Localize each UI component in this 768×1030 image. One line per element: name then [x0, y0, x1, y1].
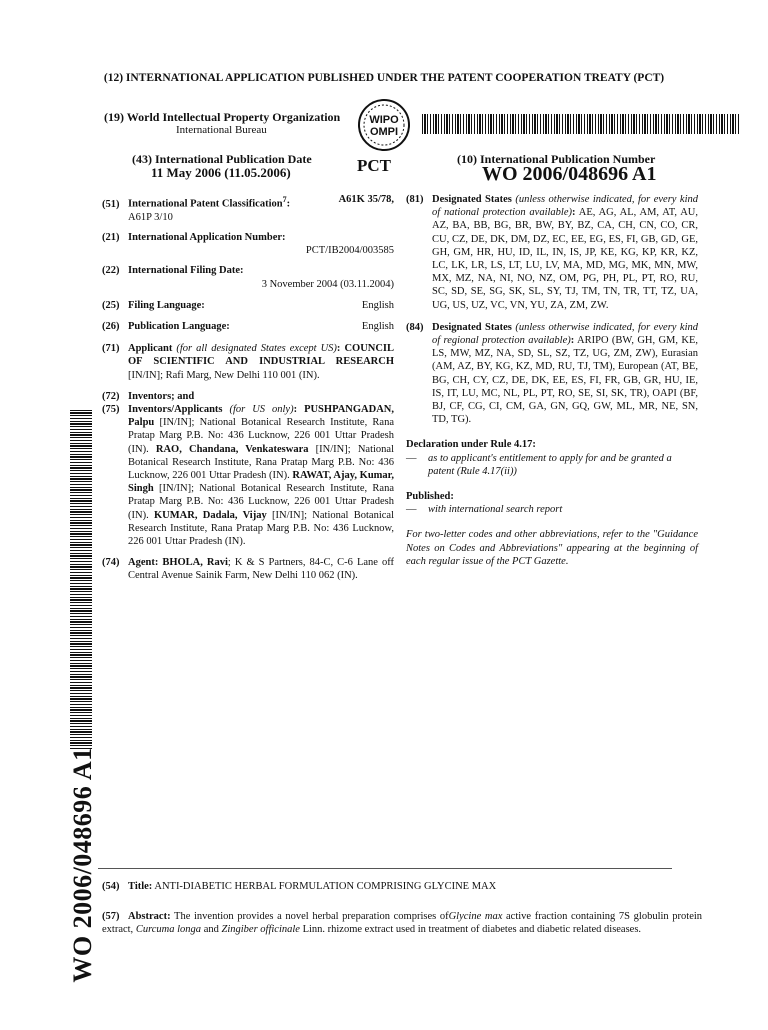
field-22-value: 3 November 2004 (03.11.2004): [261, 278, 394, 290]
field-81-num: (81): [406, 194, 424, 205]
wipo-logo: [357, 98, 411, 152]
field-21-num: (21): [102, 231, 120, 243]
title-num: (54): [102, 881, 120, 892]
barcode-side: [70, 410, 92, 750]
field-26-value: English: [361, 320, 394, 332]
abstract-part-b: active fraction containing 7S globulin protein extract,: [102, 911, 703, 936]
declaration-title: Declaration under Rule 4.17:: [406, 439, 536, 451]
field-71-num: (71): [102, 343, 120, 355]
field-26-num: (26): [102, 320, 120, 332]
field-25-num: (25): [102, 299, 120, 311]
inventor-4-address: [IN/IN]; National Botanical Research Institute, Rana Pratap Marg P.B. No: 436 Lucknow, 226 001 Uttar Pradesh (IN).: [128, 509, 394, 547]
treaty-title: (12) INTERNATIONAL APPLICATION PUBLISHED UNDER THE PATENT COOPERATION TREATY (PCT): [103, 72, 665, 84]
field-22-label: International Filing Date:: [128, 265, 244, 277]
field-84-note: (unless otherwise indicated, for every kind of regional protection available): [432, 321, 698, 347]
field-25-value: English: [361, 299, 394, 311]
field-84-codes: ARIPO (BW, GH, GM, KE, LS, MW, MZ, NA, SD, SL, SZ, TZ, UG, ZM, ZW), Eurasian (AM, AZ, BY, KG, KZ, MD, RU, TJ, TM), European (AT, BE, BG, CH, CY, CZ, DE, DK, EE, ES, FI, FR, GB, GR, HU, IE, IS, IT, LU, MC, NL, PL, PT, RO, SE, SI, SK, TR), OAPI (BF, BJ, CF, CG, CI, CM, GA, GN, GQ, GW, ML, MR, NE, SN, TD, TG).: [432, 335, 698, 426]
species-1: Glycine max: [448, 911, 503, 922]
inventor-2-address: [IN/IN]; National Botanical Research Institute, Rana Pratap Marg P.B. No: 436 Lucknow, 226 001 Uttar Pradesh (IN).: [128, 443, 394, 481]
abstract-part-a: The invention provides a novel herbal preparation comprises of: [174, 911, 449, 922]
pub-date: 11 May 2006 (11.05.2006): [151, 165, 291, 180]
field-51: (51) International Patent Classification$^7$: A61K 35/78, A61P 3/10: [102, 194, 394, 223]
logo-text-bottom: OMPI: [369, 126, 399, 138]
field-21-label: International Application Number:: [128, 231, 286, 243]
field-84-num: (84): [406, 321, 424, 333]
species-2: Curcuma longa: [135, 924, 202, 936]
field-72-label: Inventors; and: [128, 390, 195, 402]
field-84-label: Designated States: [432, 321, 512, 333]
field-25-label: Filing Language:: [128, 299, 205, 311]
right-column: [406, 193, 698, 568]
field-25: [102, 299, 394, 312]
abstract-text: [102, 910, 702, 936]
field-74-num: (74): [102, 557, 120, 569]
abbreviation-note: For two-letter codes and other abbreviations, refer to the "Guidance Notes on Codes and Abbreviations" appearing at the beginning of each regular issue of the PCT Gazette.: [406, 529, 698, 567]
published-text: with international search report: [428, 504, 563, 516]
bureau-name: International Bureau: [176, 124, 267, 136]
inventor-4-name: KUMAR, Dadala, Vijay: [154, 509, 267, 521]
abstract-part-c: and: [203, 924, 219, 936]
field-72: [102, 390, 394, 403]
agent-name: BHOLA, Ravi: [162, 557, 228, 569]
left-column: [102, 193, 394, 583]
divider: [98, 868, 672, 869]
inventor-1-address: [IN/IN]; National Botanical Research Institute, Rana Pratap Marg P.B. No: 436 Lucknow, 226 001 Uttar Pradesh (IN).: [128, 417, 395, 455]
field-26: [102, 320, 394, 333]
field-21-value: PCT/IB2004/003585: [305, 245, 394, 257]
field-75-note: (for US only): [229, 403, 294, 415]
invention-title: ANTI-DIABETIC HERBAL FORMULATION COMPRISING GLYCINE MAX: [154, 881, 497, 892]
field-75-num: (75): [102, 403, 120, 415]
field-81-note: (unless otherwise indicated, for every kind of national protection available): [432, 194, 698, 219]
field-75-label: Inventors/Applicants: [128, 403, 223, 415]
field-75: (75) Inventors/Applicants (for US only): PUSHPANGADAN, Palpu [IN/IN]; National Botanical Research Institute, Rana Pratap Marg P.B. No: 436 Lucknow, 226 001 Uttar Pradesh (IN). RAO, Chandana, Venkateswara [IN/IN]; National Botanical Research Institute, Rana Pratap Marg P.B. No: 436 Lucknow, 226 001 Uttar Pradesh (IN). RAWAT, Ajay, Kumar, Singh [IN/IN]; National Botanical Research Institute, Rana Pratap Marg P.B. No: 436 Lucknow, 226 001 Uttar Pradesh (IN). KUMAR, Dadala, Vijay [IN/IN]; National Botanical Research Institute, Rana Pratap Marg P.B. No: 436 Lucknow, 226 001 Uttar Pradesh (IN).: [102, 403, 395, 547]
field-22-num: (22): [102, 265, 120, 277]
published-item: [406, 503, 698, 516]
side-publication-number: WO 2006/048696 A1: [68, 747, 97, 983]
field-21: [102, 231, 394, 257]
inventor-2-name: RAO, Chandana, Venkateswara: [155, 443, 309, 455]
field-72-num: (72): [102, 390, 120, 402]
abstract-label: Abstract:: [128, 911, 171, 922]
field-22: [102, 264, 394, 290]
inventor-1-name: PUSHPANGADAN, Palpu: [128, 403, 394, 429]
inventor-3-name: RAWAT, Ajay, Kumar, Singh: [128, 469, 394, 495]
abstract-section: [102, 910, 702, 936]
field-71: (71) Applicant (for all designated States except US): COUNCIL OF SCIENTIFIC AND INDUSTRIAL RESEARCH [IN/IN]; Rafi Marg, New Delhi 110 001 (IN).: [102, 343, 395, 381]
org-name: (19) World Intellectual Property Organization: [104, 110, 341, 124]
field-51-value: A61K 35/78,: [338, 194, 394, 205]
field-51-value2: A61P 3/10: [128, 211, 173, 223]
pct-label: PCT: [357, 156, 391, 175]
field-71-rest: [IN/IN]; Rafi Marg, New Delhi 110 001 (IN).: [128, 369, 320, 381]
field-51-label: International Patent Classification: [128, 198, 283, 210]
species-3: Zingiber officinale: [221, 924, 300, 936]
inventor-3-address: [IN/IN]; National Botanical Research Institute, Rana Pratap Marg P.B. No: 436 Lucknow, 226 001 Uttar Pradesh (IN).: [128, 483, 395, 521]
published-title: Published:: [406, 491, 454, 503]
field-81-label: Designated States: [432, 194, 512, 205]
title-section: [102, 880, 702, 893]
published-dash: —: [406, 504, 417, 516]
field-71-label: Applicant: [128, 343, 173, 355]
field-51-num: (51): [102, 198, 120, 210]
declaration-dash: —: [406, 452, 417, 464]
field-81: (81) Designated States (unless otherwise indicated, for every kind of national protection available): AE, AG, AL, AM, AT, AU, AZ, BA, BB, BG, BR, BW, BY, BZ, CA, CH, CN, CO, CR, CU, CZ, DE, DK, DM, DZ, EC, EE, EG, ES, FI, GB, GD, GE, GH, GM, HR, HU, ID, IL, IN, IS, JP, KE, KG, KP, KR, KZ, LC, LK, LR, LS, LT, LU, LV, MA, MD, MG, MK, MN, MW, MX, MZ, NA, NI, NO, NZ, OM, PG, PH, PL, PT, RO, RU, SC, SD, SE, SG, SK, SL, SY, TJ, TM, TN, TR, TT, TZ, UA, UG, US, UZ, VC, VN, YU, ZA, ZM, ZW.: [406, 194, 698, 311]
field-74: [102, 556, 394, 582]
title-label: Title:: [128, 881, 153, 892]
abstract-part-d: Linn. rhizome extract used in treatment of diabetes and diabetic related diseases.: [302, 924, 642, 936]
field-74-label: Agent:: [128, 557, 159, 569]
pub-number-label: (10) International Publication Number: [457, 152, 656, 166]
logo-text-top: WIPO: [369, 114, 399, 126]
field-26-label: Publication Language:: [128, 320, 230, 332]
abstract-num: (57): [102, 911, 120, 922]
field-51-sup: 7: [282, 195, 287, 204]
declaration-item: [406, 452, 698, 478]
pub-number: WO 2006/048696 A1: [482, 163, 657, 185]
field-81-codes: AE, AG, AL, AM, AT, AU, AZ, BA, BB, BG, BR, BW, BY, BZ, CA, CH, CN, CO, CR, CU, CZ, DE, DK, DM, DZ, EC, EE, EG, ES, FI, GB, GD, GE, GH, GM, HR, HU, ID, IL, IN, IS, JP, KE, KG, KP, KR, KZ, LC, LK, LR, LS, LT, LU, LV, MA, MD, MG, MK, MN, MW, MX, MZ, NA, NI, NO, NZ, OM, PG, PH, PL, PT, RO, RU, SC, SD, SE, SG, SK, SL, SY, TJ, TM, TN, TR, TT, TZ, UA, UG, US, UZ, VC, VN, YU, ZA, ZM, ZW.: [432, 207, 698, 311]
barcode-top: [422, 114, 740, 134]
field-84: (84) Designated States (unless otherwise indicated, for every kind of regional protection available): ARIPO (BW, GH, GM, KE, LS, MW, MZ, NA, SD, SL, SZ, TZ, UG, ZM, ZW), Eurasian (AM, AZ, BY, KG, KZ, MD, RU, TJ, TM), European (AT, BE, BG, CH, CY, CZ, DE, DK, EE, ES, FI, FR, GB, GR, HU, IE, IS, IT, LU, MC, NL, PL, PT, RO, SE, SI, SK, TR), OAPI (BF, BJ, CF, CG, CI, CM, GA, GN, GQ, GW, ML, MR, NE, SN, TD, TG).: [406, 321, 698, 426]
declaration-text: as to applicant's entitlement to apply for and be granted a patent (Rule 4.17(ii)): [428, 452, 672, 477]
pub-date-label: (43) International Publication Date: [132, 152, 312, 166]
agent-address: ; K & S Partners, 84-C, C-6 Lane off Central Avenue Sainik Farm, New Delhi 110 062 (IN).: [128, 557, 394, 582]
field-71-name: COUNCIL OF SCIENTIFIC AND INDUSTRIAL RESEARCH: [128, 343, 395, 368]
field-71-note: (for all designated States except US): [176, 343, 337, 355]
